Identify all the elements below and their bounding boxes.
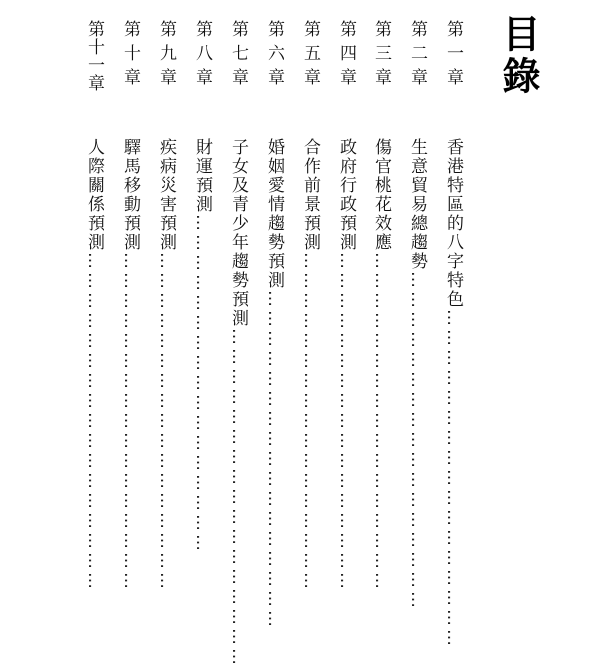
chapter-title: 人際關係預測……………………………………………: [84, 138, 104, 592]
chapter-number: 第七章: [228, 20, 248, 92]
leader-dots: ……………………………………………: [264, 290, 284, 630]
chapter-title: 疾病災害預測……………………………………………: [156, 138, 176, 592]
toc-item-7: [225, 20, 251, 668]
leader-dots: ……………………………………………: [120, 252, 140, 592]
chapter-title: 生意貿易總趨勢……………………………………………: [407, 138, 427, 611]
chapter-title: 財運預測……………………………………………: [192, 138, 212, 554]
toc-item-1: [440, 20, 466, 649]
chapter-title: 驛馬移動預測……………………………………………: [120, 138, 140, 592]
chapter-number: 第三章: [371, 20, 391, 92]
toc-item-8: [189, 20, 215, 554]
toc-item-10: [117, 20, 143, 592]
chapter-title: 子女及青少年趨勢預測……………………………………………: [228, 138, 248, 668]
toc-item-9: [153, 20, 179, 592]
leader-dots: ……………………………………………: [84, 252, 104, 592]
toc-item-3: [368, 20, 394, 592]
chapter-number: 第八章: [192, 20, 212, 92]
leader-dots: ……………………………………………: [228, 328, 248, 668]
leader-dots: ……………………………………………: [336, 252, 356, 592]
chapter-number: 第一章: [443, 20, 463, 92]
chapter-title: 香港特區的八字特色……………………………………………: [443, 138, 463, 649]
chapter-number: 第九章: [156, 20, 176, 92]
page-title: 目錄: [496, 14, 540, 98]
chapter-number: 第二章: [407, 20, 427, 92]
chapter-title: 傷官桃花效應……………………………………………: [371, 138, 391, 592]
chapter-number: 第十一章: [84, 20, 104, 92]
chapter-title: 政府行政預測……………………………………………: [336, 138, 356, 592]
chapter-number: 第十章: [120, 20, 140, 92]
toc-item-6: [261, 20, 287, 630]
chapter-title: 婚姻愛情趨勢預測……………………………………………: [264, 138, 284, 630]
chapter-number: 第五章: [300, 20, 320, 92]
toc-item-4: [333, 20, 359, 592]
leader-dots: ……………………………………………: [156, 252, 176, 592]
leader-dots: ……………………………………………: [407, 271, 427, 611]
toc-item-5: [297, 20, 323, 592]
leader-dots: ……………………………………………: [371, 252, 391, 592]
leader-dots: ……………………………………………: [192, 214, 212, 554]
chapter-title: 合作前景預測……………………………………………: [300, 138, 320, 592]
leader-dots: ……………………………………………: [300, 252, 320, 592]
leader-dots: ……………………………………………: [443, 309, 463, 649]
chapter-number: 第四章: [336, 20, 356, 92]
chapter-number: 第六章: [264, 20, 284, 92]
toc-item-2: [404, 20, 430, 611]
toc-item-11: [81, 20, 107, 592]
